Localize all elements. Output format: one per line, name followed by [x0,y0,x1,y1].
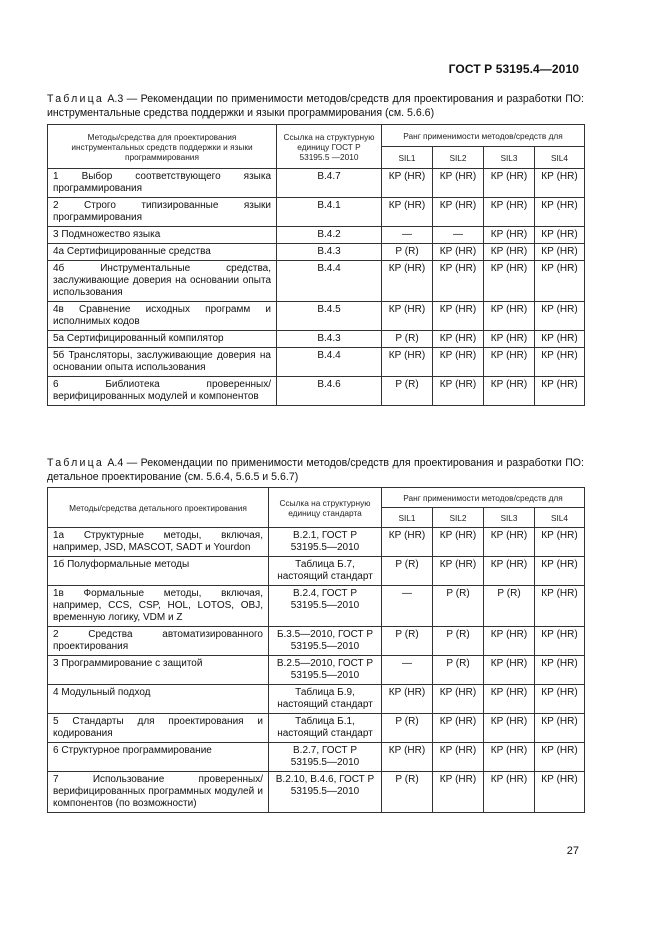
document-title: ГОСТ Р 53195.4—2010 [448,62,579,76]
rank-cell-sil1: КР (HR) [382,348,433,377]
rank-cell-sil1: КР (HR) [382,302,433,331]
reference-cell: B.4.6 [277,377,382,406]
table-a4-header-sil4: SIL4 [535,508,585,528]
rank-cell-sil4: КР (HR) [535,302,585,331]
table-a4-header-rank: Ранг применимости методов/средств для [382,488,585,508]
table-row [48,656,585,685]
table-a3-header-sil3: SIL3 [484,147,535,169]
method-cell: 5а Сертифицированный компилятор [48,331,277,348]
rank-cell-sil4: КР (HR) [535,656,585,685]
rank-cell-sil1: Р (R) [382,244,433,261]
table-a3-header-sil1: SIL1 [382,147,433,169]
table-row [48,377,585,406]
rank-cell-sil2: КР (HR) [433,377,484,406]
rank-cell-sil2: КР (HR) [433,244,484,261]
rank-cell-sil2: Р (R) [433,586,484,627]
rank-cell-sil2: КР (HR) [433,714,484,743]
table-a4-caption [47,456,584,484]
rank-cell-sil3: КР (HR) [484,528,535,557]
method-cell: 2 Средства автоматизированного проектирования [48,627,269,656]
method-cell: 4 Модульный подход [48,685,269,714]
table-row [48,627,585,656]
reference-cell: B.4.2 [277,227,382,244]
rank-cell-sil1: КР (HR) [382,685,433,714]
rank-cell-sil2: КР (HR) [433,169,484,198]
table-a3 [47,124,585,406]
rank-cell-sil1: КР (HR) [382,261,433,302]
rank-cell-sil4: КР (HR) [535,261,585,302]
rank-cell-sil2: КР (HR) [433,557,484,586]
rank-cell-sil4: КР (HR) [535,331,585,348]
table-a4-header-sil2: SIL2 [433,508,484,528]
method-cell: 1в Формальные методы, включая, например, CCS, CSP, HOL, LOTOS, OBJ, временную логику, VDM и Z [48,586,269,627]
table-a3-caption [47,92,584,120]
table-a4-header-ref: Ссылка на структурную единицу стандарта [269,488,382,528]
method-cell: 6 Структурное программирование [48,743,269,772]
rank-cell-sil3: КР (HR) [484,557,535,586]
method-cell: 1 Выбор соответствующего языка программирования [48,169,277,198]
rank-cell-sil3: КР (HR) [484,244,535,261]
method-cell: 6 Библиотека проверенных/верифицированных модулей и компонентов [48,377,277,406]
rank-cell-sil3: КР (HR) [484,302,535,331]
rank-cell-sil1: Р (R) [382,377,433,406]
method-cell: 2 Строго типизированные языки программирования [48,198,277,227]
table-row [48,557,585,586]
rank-cell-sil3: КР (HR) [484,227,535,244]
rank-cell-sil4: КР (HR) [535,743,585,772]
reference-cell: B.4.5 [277,302,382,331]
method-cell: 3 Программирование с защитой [48,656,269,685]
rank-cell-sil4: КР (HR) [535,244,585,261]
reference-cell: B.2.4, ГОСТ Р 53195.5—2010 [269,586,382,627]
rank-cell-sil2: КР (HR) [433,743,484,772]
reference-cell: B.4.3 [277,331,382,348]
table-a4-header-method: Методы/средства детального проектирования [48,488,269,528]
rank-cell-sil2: КР (HR) [433,528,484,557]
reference-cell: B.4.3 [277,244,382,261]
table-row [48,772,585,813]
rank-cell-sil2: КР (HR) [433,685,484,714]
table-row [48,348,585,377]
rank-cell-sil3: КР (HR) [484,331,535,348]
rank-cell-sil1: Р (R) [382,331,433,348]
rank-cell-sil2: КР (HR) [433,302,484,331]
reference-cell: Таблица Б.9, настоящий стандарт [269,685,382,714]
rank-cell-sil1: КР (HR) [382,169,433,198]
rank-cell-sil1: Р (R) [382,772,433,813]
table-a3-header-rank: Ранг применимости методов/средств для [382,125,585,147]
table-a4-caption-text: А.4 — Рекомендации по применимости методов/средств для проектирования и разработки ПО: детальное проектирование (см. 5.6.4, 5.6.5 и 5.6.7) [47,457,584,483]
rank-cell-sil4: КР (HR) [535,557,585,586]
rank-cell-sil2: Р (R) [433,627,484,656]
table-row [48,714,585,743]
rank-cell-sil3: КР (HR) [484,772,535,813]
table-a4-header-sil1: SIL1 [382,508,433,528]
table-row [48,261,585,302]
rank-cell-sil4: КР (HR) [535,772,585,813]
rank-cell-sil2: КР (HR) [433,772,484,813]
rank-cell-sil2: КР (HR) [433,198,484,227]
method-cell: 4б Инструментальные средства, заслуживающие доверия на основании опыта использования [48,261,277,302]
table-row [48,302,585,331]
table-a3-header-sil4: SIL4 [535,147,585,169]
rank-cell-sil3: КР (HR) [484,627,535,656]
rank-cell-sil3: КР (HR) [484,714,535,743]
method-cell: 7 Использование проверенных/верифицированных программных модулей и компонентов (по возможности) [48,772,269,813]
reference-cell: Таблица Б.1, настоящий стандарт [269,714,382,743]
rank-cell-sil2: КР (HR) [433,348,484,377]
table-row [48,331,585,348]
table-a4-caption-label: Таблица [47,457,104,469]
rank-cell-sil2: — [433,227,484,244]
table-a3-header-sil2: SIL2 [433,147,484,169]
method-cell: 5 Стандарты для проектирования и кодирования [48,714,269,743]
rank-cell-sil2: КР (HR) [433,331,484,348]
rank-cell-sil4: КР (HR) [535,528,585,557]
table-row [48,743,585,772]
table-row [48,198,585,227]
rank-cell-sil4: КР (HR) [535,586,585,627]
method-cell: 3 Подмножество языка [48,227,277,244]
rank-cell-sil1: — [382,586,433,627]
rank-cell-sil3: КР (HR) [484,198,535,227]
table-row [48,685,585,714]
rank-cell-sil3: КР (HR) [484,261,535,302]
rank-cell-sil4: КР (HR) [535,169,585,198]
reference-cell: Таблица Б.7, настоящий стандарт [269,557,382,586]
rank-cell-sil1: Р (R) [382,714,433,743]
rank-cell-sil3: КР (HR) [484,685,535,714]
rank-cell-sil4: КР (HR) [535,377,585,406]
table-row [48,244,585,261]
rank-cell-sil4: КР (HR) [535,685,585,714]
method-cell: 4в Сравнение исходных программ и исполнимых кодов [48,302,277,331]
rank-cell-sil2: Р (R) [433,656,484,685]
reference-cell: B.2.1, ГОСТ Р 53195.5—2010 [269,528,382,557]
rank-cell-sil3: КР (HR) [484,656,535,685]
rank-cell-sil1: КР (HR) [382,198,433,227]
table-a4-header-sil3: SIL3 [484,508,535,528]
reference-cell: Б.3.5—2010, ГОСТ Р 53195.5—2010 [269,627,382,656]
rank-cell-sil1: — [382,227,433,244]
rank-cell-sil1: — [382,656,433,685]
rank-cell-sil1: КР (HR) [382,528,433,557]
table-a4 [47,487,585,813]
table-row [48,528,585,557]
table-a3-caption-text: А.3 — Рекомендации по применимости методов/средств для проектирования и разработки ПО: инструментальные средства поддержки и языки программирования (см. 5.6.6) [47,93,584,119]
rank-cell-sil1: Р (R) [382,627,433,656]
page-number: 27 [566,845,579,857]
table-row [48,169,585,198]
rank-cell-sil3: КР (HR) [484,377,535,406]
rank-cell-sil4: КР (HR) [535,198,585,227]
rank-cell-sil1: Р (R) [382,557,433,586]
rank-cell-sil4: КР (HR) [535,714,585,743]
method-cell: 5б Трансляторы, заслуживающие доверия на основании опыта использования [48,348,277,377]
rank-cell-sil2: КР (HR) [433,261,484,302]
reference-cell: B.4.4 [277,261,382,302]
table-a3-caption-label: Таблица [47,93,104,105]
rank-cell-sil3: Р (R) [484,586,535,627]
table-a3-header-ref: Ссылка на структурную единицу ГОСТ Р 53195.5 —2010 [277,125,382,169]
table-a3-header-method: Методы/средства для проектирования инструментальных средств поддержки и языки программирования [48,125,277,169]
reference-cell: B.4.1 [277,198,382,227]
rank-cell-sil4: КР (HR) [535,227,585,244]
table-row [48,586,585,627]
reference-cell: B.2.10, B.4.6, ГОСТ Р 53195.5—2010 [269,772,382,813]
rank-cell-sil4: КР (HR) [535,627,585,656]
rank-cell-sil1: КР (HR) [382,743,433,772]
method-cell: 1б Полуформальные методы [48,557,269,586]
rank-cell-sil4: КР (HR) [535,348,585,377]
rank-cell-sil3: КР (HR) [484,169,535,198]
reference-cell: B.4.4 [277,348,382,377]
rank-cell-sil3: КР (HR) [484,743,535,772]
method-cell: 4а Сертифицированные средства [48,244,277,261]
rank-cell-sil3: КР (HR) [484,348,535,377]
table-row [48,227,585,244]
reference-cell: B.2.7, ГОСТ Р 53195.5—2010 [269,743,382,772]
method-cell: 1а Структурные методы, включая, например, JSD, MASCOT, SADT и Yourdon [48,528,269,557]
reference-cell: B.2.5—2010, ГОСТ Р 53195.5—2010 [269,656,382,685]
reference-cell: B.4.7 [277,169,382,198]
